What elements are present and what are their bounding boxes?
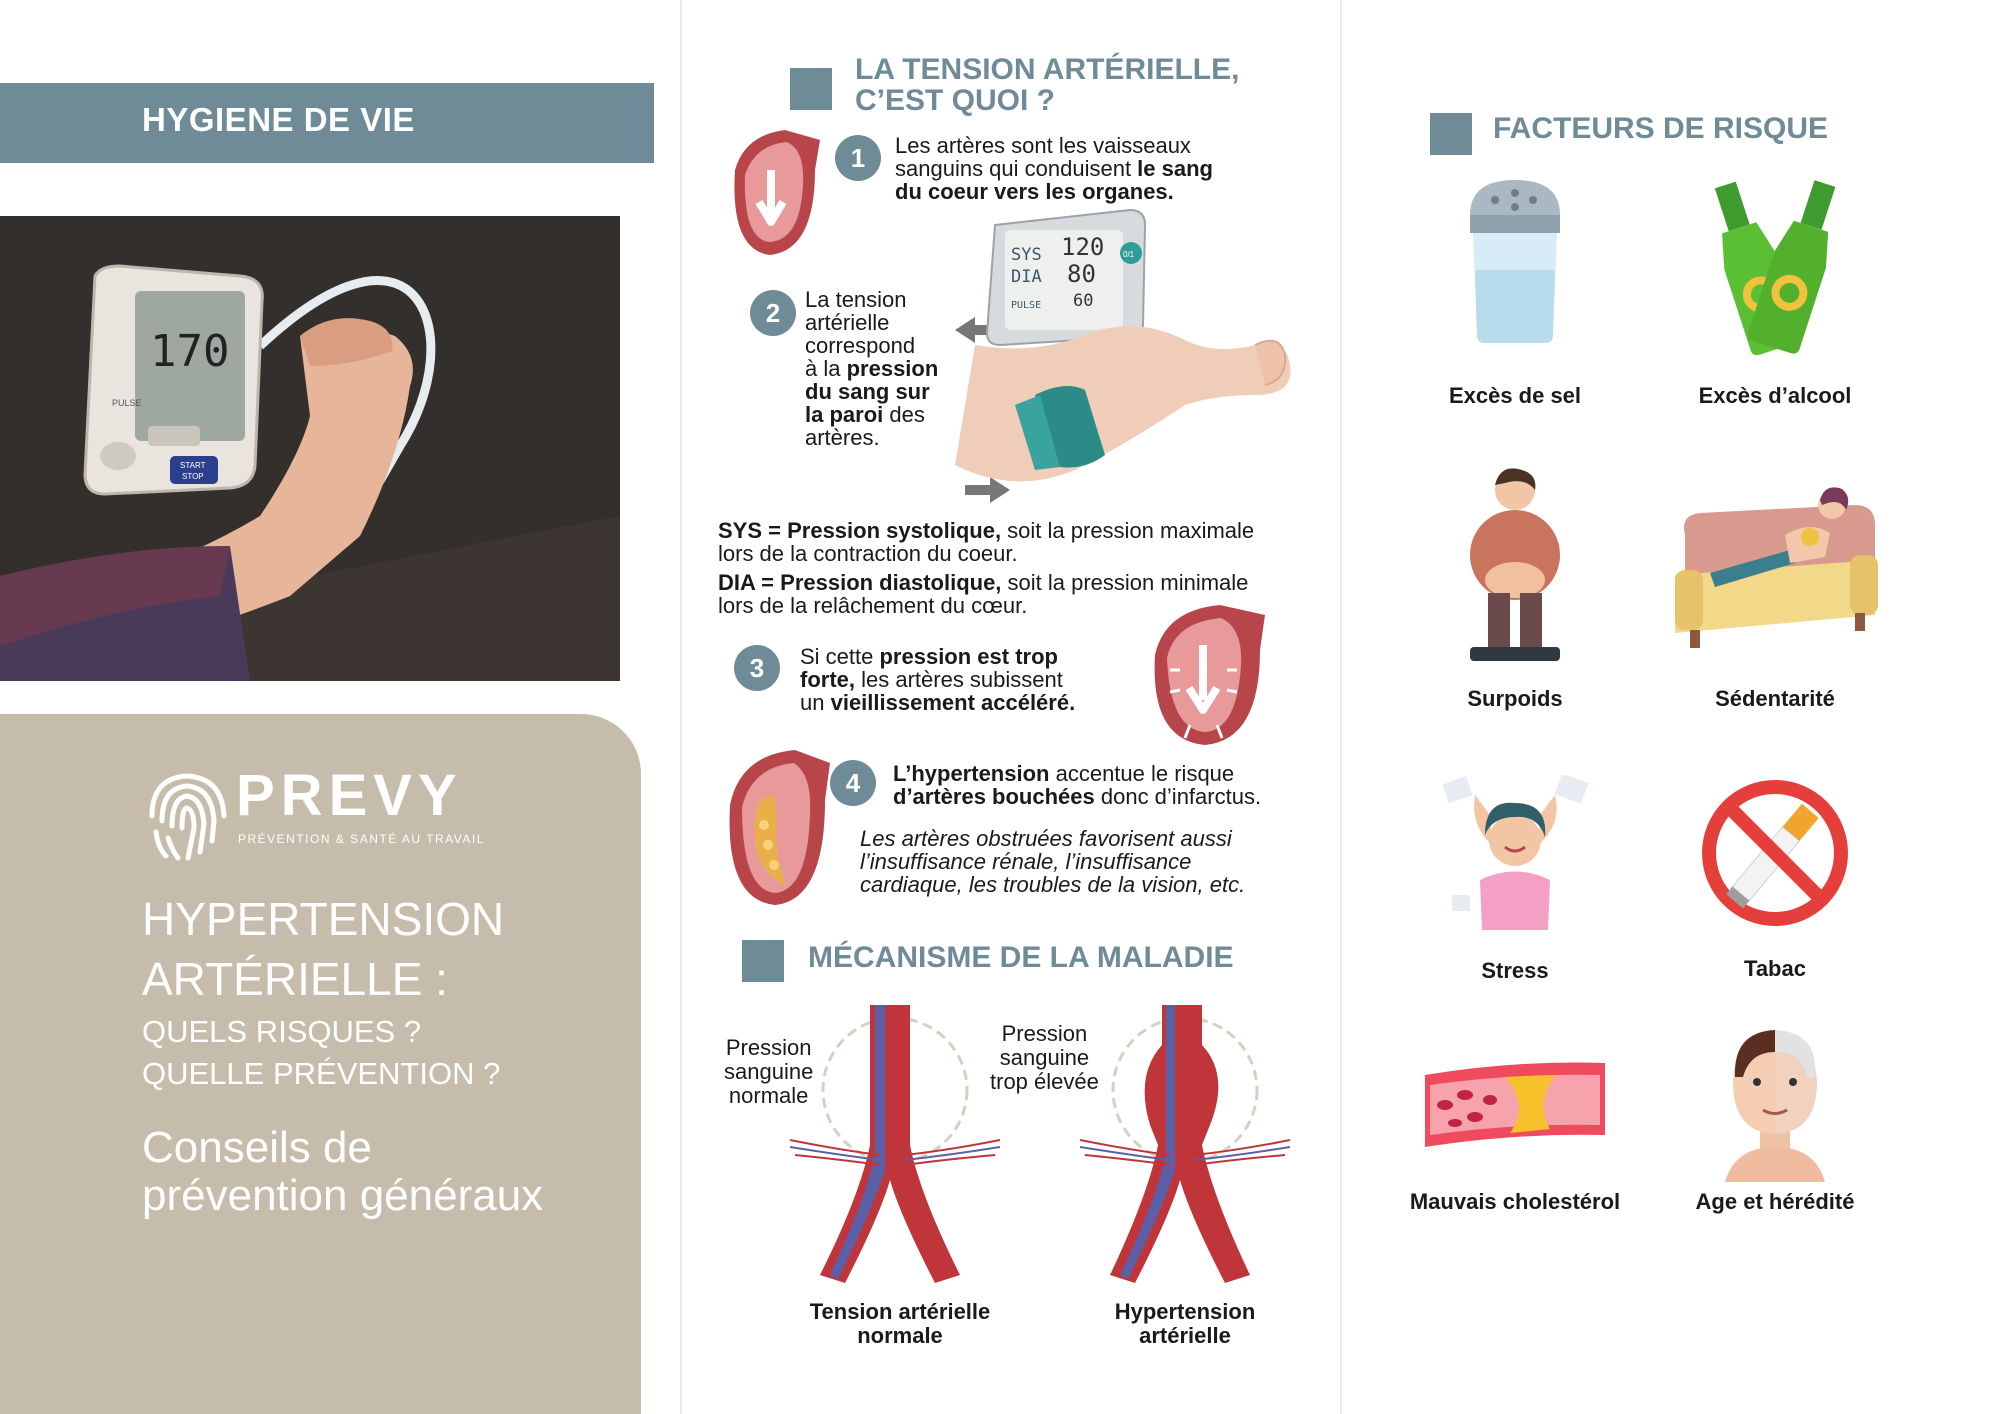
step-1-line-1: Les artères sont les vaisseaux [895,133,1191,158]
dia-bold: DIA = Pression diastolique, [718,570,1002,595]
step-4-line-1-plain: accentue le risque [1049,761,1235,786]
normal-label-1: Pression [725,1035,812,1060]
blood-pressure-device [987,210,1145,345]
step-4-badge: 4 [830,760,876,806]
monitor-pulse-label: PULSE [112,398,142,408]
step-3-text [800,645,1075,714]
factor-label-sedentary: Sédentarité [1715,686,1835,711]
step-2-line-4-plain: à la [805,356,847,381]
step-4-italic-note [860,827,1245,896]
factor-label-alcohol: Excès d’alcool [1698,383,1852,408]
subtitle-line-2: QUELLE PRÉVENTION ? [142,1056,501,1091]
monitor-device [85,266,262,494]
step-4-italic-2: l’insuffisance rénale, l’insuffisance [860,849,1192,874]
step-1-line-2-bold: le sang [1137,156,1213,181]
factor-label-overweight: Surpoids [1467,686,1563,711]
step-1-badge: 1 [835,135,881,181]
logo-tagline: PRÉVENTION & SANTÉ AU TRAVAIL [238,832,485,846]
salt-shaker-icon [1455,175,1575,345]
divider-left [680,0,682,1414]
section-title-tension [855,54,1239,116]
step-2-line-2: artérielle [805,310,890,335]
high-label-2: sanguine [999,1045,1090,1070]
monitor-stop: STOP [182,472,204,481]
section-square-risk [1430,113,1472,155]
factor-label-salt: Excès de sel [1448,383,1582,408]
section-title-risk: FACTEURS DE RISQUE [1493,112,1829,145]
step-4-text [893,762,1261,808]
device-dia-label: DIA [1011,267,1042,287]
factor-label-cholesterol: Mauvais cholestérol [1409,1189,1621,1214]
step-3-line-3-bold: vieillissement accéléré. [830,690,1076,715]
overweight-person-icon [1460,465,1570,665]
title-line-1: HYPERTENSION [142,893,505,945]
fingerprint-logo-icon [142,766,232,862]
step-1-text [895,134,1213,203]
stressed-person-icon [1440,775,1590,935]
monitor-photo-illustration [0,216,620,681]
divider-right [1340,0,1342,1414]
factor-label-stress: Stress [1481,958,1549,983]
caption-normal-tension [780,1300,1020,1348]
artery-pressure-icon [1145,600,1265,750]
sys-plain: soit la pression maximale [1001,518,1255,543]
step-3-line-1-plain: Si cette [800,644,880,669]
caption-high-1: Hypertension [1114,1299,1256,1324]
dia-line-2: lors de la relâchement du cœur. [718,593,1028,618]
sys-bold: SYS = Pression systolique, [718,518,1002,543]
factor-label-tobacco: Tabac [1744,956,1806,981]
section-title-mechanism: MÉCANISME DE LA MALADIE [808,941,1234,974]
caption-hypertension [1065,1300,1305,1348]
tension-title-line-2: C’EST QUOI ? [855,84,1056,117]
tension-title-line-1: LA TENSION ARTÉRIELLE, [855,53,1240,86]
step-2-line-6-bold: la paroi [805,402,884,427]
step-2-line-4-bold: pression [846,356,939,381]
device-pulse-label: PULSE [1011,300,1042,311]
couch-person-icon [1670,475,1880,655]
device-value-pulse: 60 [1073,291,1094,311]
photo-blood-pressure-monitor [0,216,620,681]
cover-panel [0,714,641,1414]
conseils-line-1: Conseils de [142,1123,372,1172]
normal-label-2: sanguine [724,1059,814,1084]
aging-face-icon [1715,1022,1835,1182]
no-smoking-icon [1700,778,1850,928]
step-2-line-5: du sang sur [805,379,930,404]
step-3-line-2-bold: forte, [800,667,855,692]
device-value-dia: 80 [1067,260,1096,288]
normal-label-3: normale [728,1083,809,1108]
step-1-line-2-plain: sanguins qui conduisent [895,156,1138,181]
logo-wordmark: PREVY [236,763,463,828]
device-sys-label: SYS [1011,245,1042,265]
hypertension-artery-diagram [1080,1005,1290,1290]
section-square-mechanism [742,940,784,982]
step-3-badge: 3 [734,645,780,691]
step-2-line-3: correspond [805,333,916,358]
step-4-line-2-bold: d’artères bouchées [893,784,1095,809]
caption-normal-1: Tension artérielle [809,1299,991,1324]
factor-label-age: Age et hérédité [1695,1189,1855,1214]
monitor-start: START [180,461,206,470]
section-square-tension [790,68,832,110]
arrow-right-icon [965,477,1010,503]
step-2-line-1: La tension [805,287,907,312]
high-label-3: trop élevée [990,1069,1099,1094]
step-3-line-2-plain: les artères subissent [855,667,1063,692]
normal-artery-diagram [790,1005,1000,1290]
subtitle-line-1: QUELS RISQUES ? [142,1014,422,1049]
step-4-line-1-bold: L’hypertension [893,761,1050,786]
device-value-sys: 120 [1061,233,1105,261]
beer-bottles-icon [1700,170,1850,355]
title-line-2: ARTÉRIELLE : [142,953,448,1005]
step-4-italic-1: Les artères obstruées favorisent aussi [860,826,1232,851]
caption-normal-2: normale [857,1323,943,1348]
step-2-line-7: artères. [805,425,880,450]
arm-cuff-monitor-illustration [955,205,1295,505]
dia-plain: soit la pression minimale [1001,570,1249,595]
sys-line-2: lors de la contraction du coeur. [718,541,1018,566]
step-1-line-3: du coeur vers les organes. [895,179,1174,204]
conseils-line-2: prévention généraux [142,1171,544,1220]
artery-plaque-icon [720,745,835,910]
banner-title: HYGIENE DE VIE [142,101,415,138]
artery-section-icon [725,130,820,260]
banner-hygiene [0,83,654,163]
step-3-line-1-bold: pression est trop [879,644,1058,669]
step-3-line-3-plain: un [800,690,831,715]
step-2-line-6-plain: des [883,402,925,427]
high-label-1: Pression [1001,1021,1088,1046]
device-badge: 0/1 [1123,250,1135,259]
step-4-line-2-plain: donc d’infarctus. [1094,784,1262,809]
step-2-text [805,288,938,449]
clogged-artery-icon [1420,1055,1610,1150]
monitor-reading: 170 [150,326,230,377]
caption-high-2: artérielle [1139,1323,1231,1348]
step-4-italic-3: cardiaque, les troubles de la vision, etc. [860,872,1246,897]
step-2-badge: 2 [750,290,796,336]
